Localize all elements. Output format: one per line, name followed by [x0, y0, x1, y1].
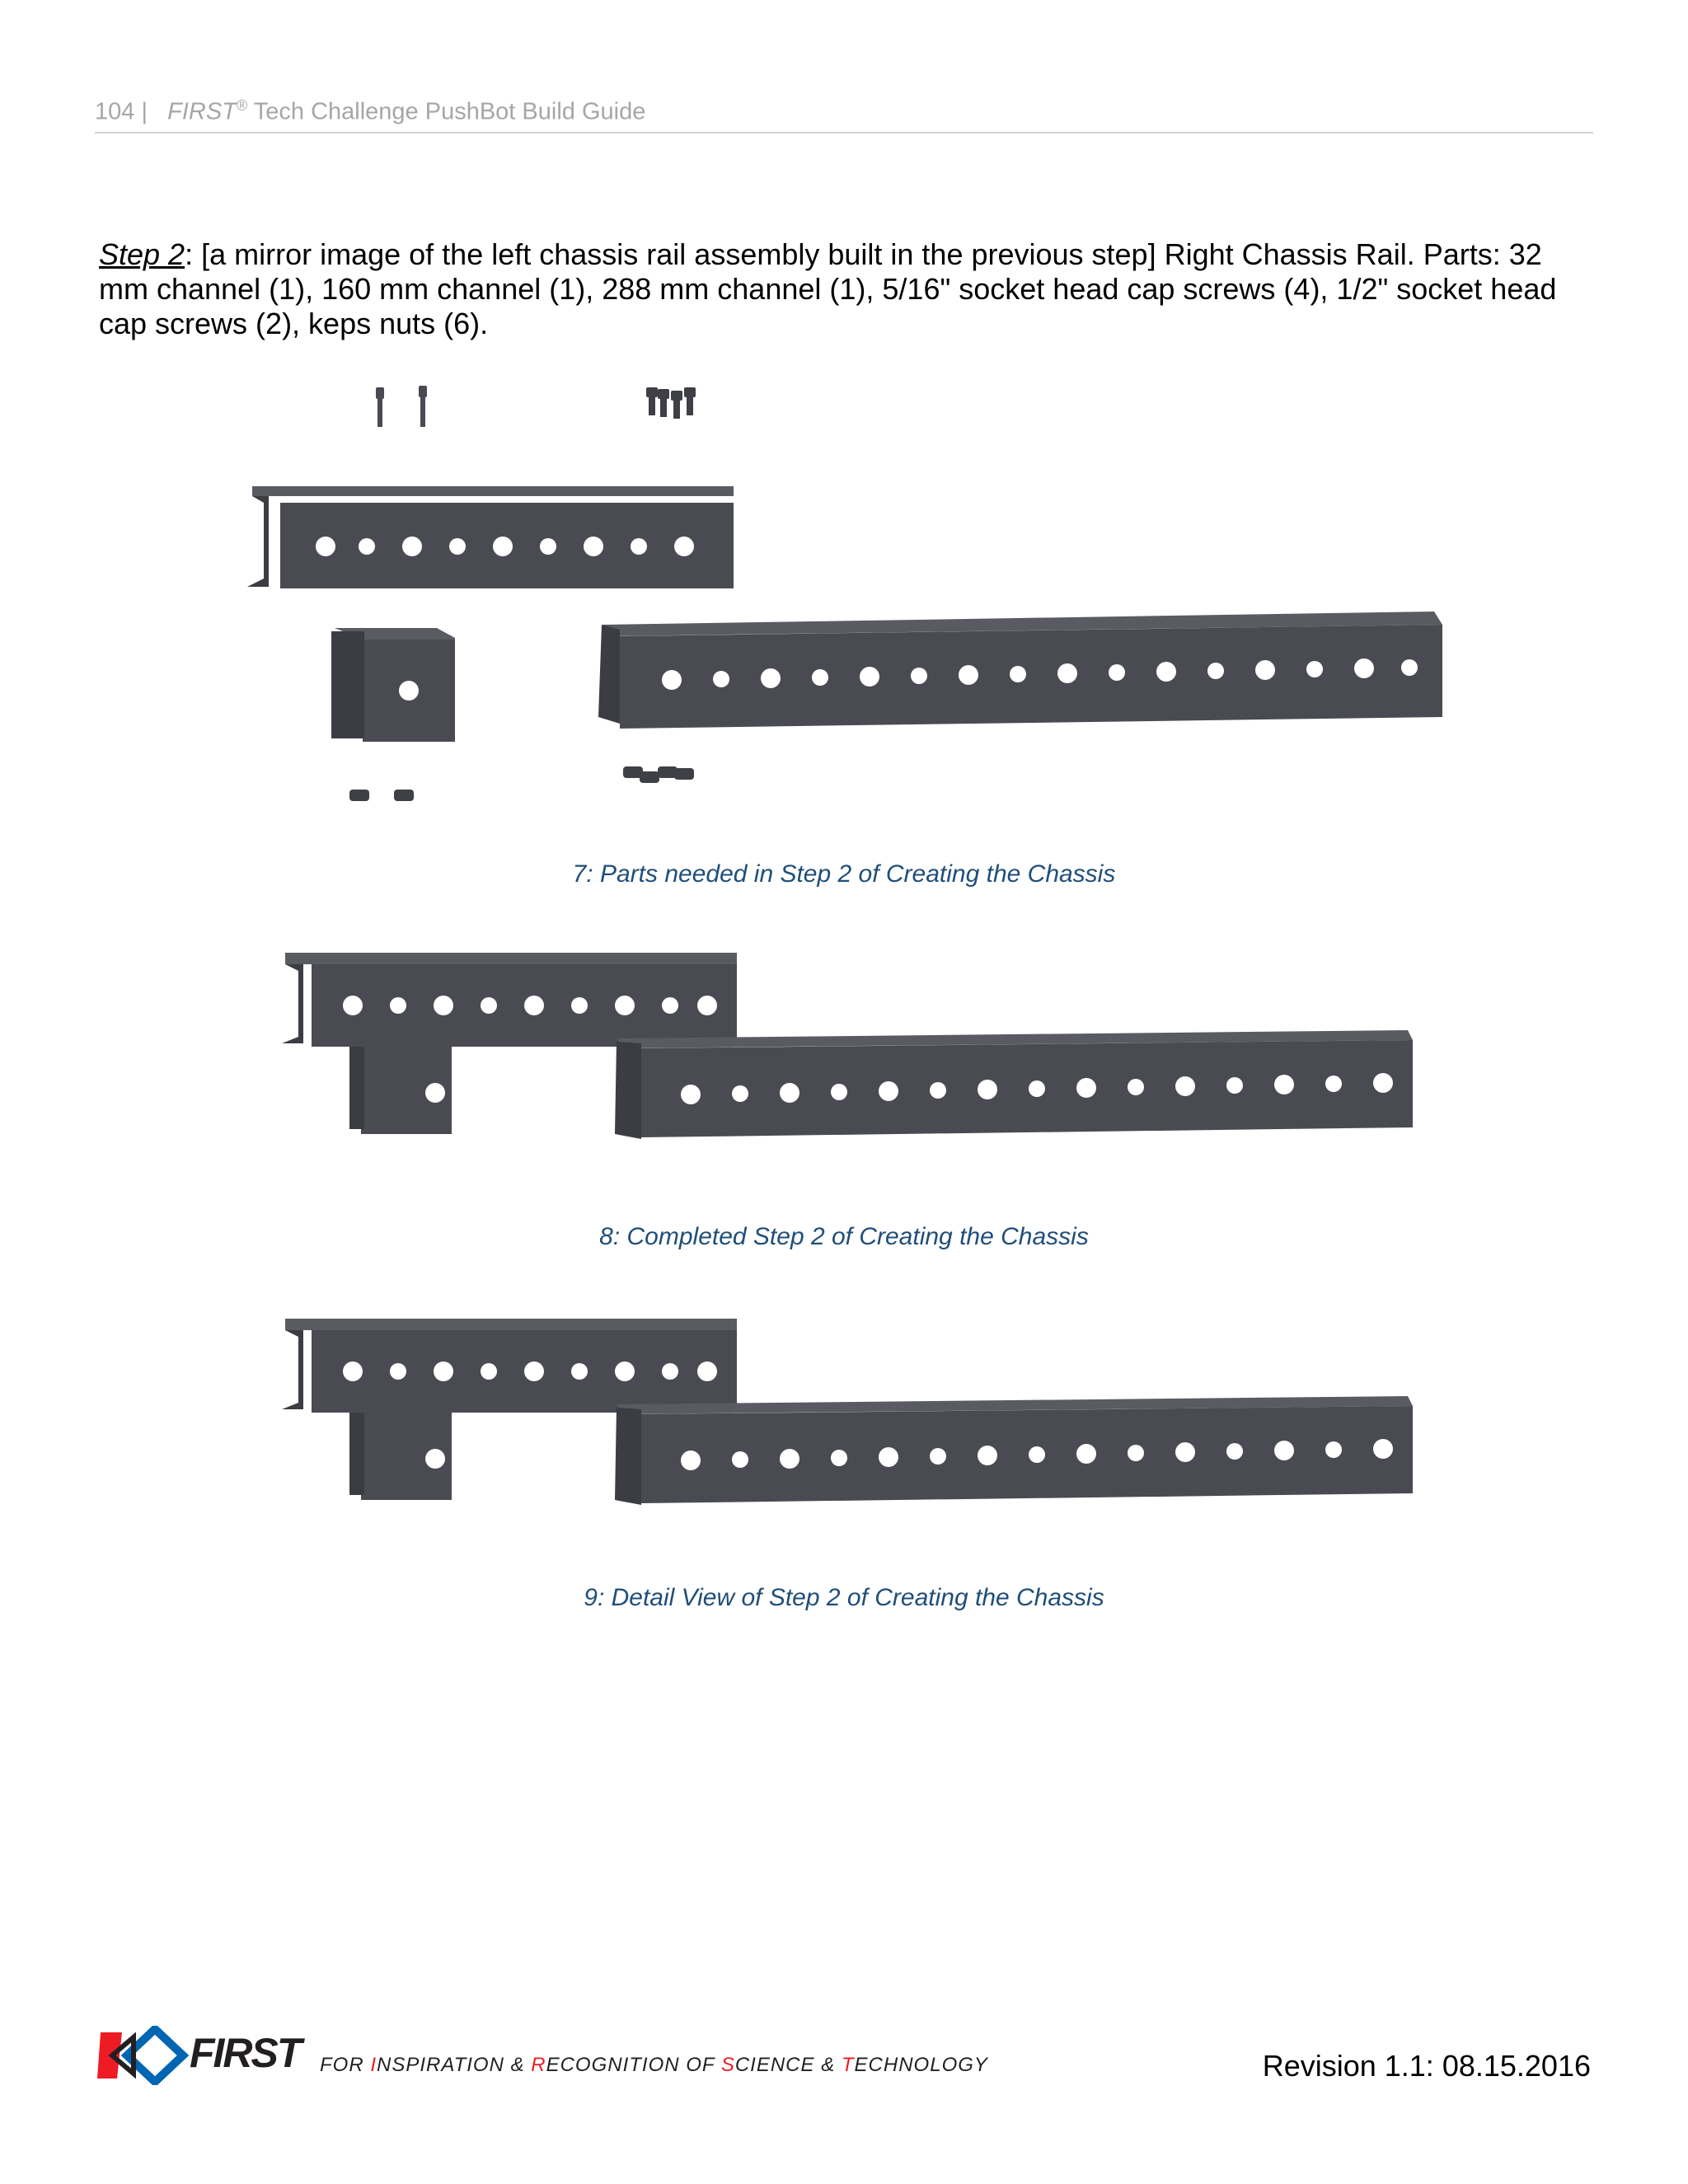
- channel-32mm: [331, 628, 455, 742]
- step-paragraph: [99, 237, 1599, 341]
- first-logo-icon: [97, 2026, 190, 2085]
- figure-completed-step: [279, 946, 1424, 1152]
- step-label: Step 2: [99, 237, 185, 271]
- step-description: : [a mirror image of the left chassis rail assembly built in the previous step] Right Chassis Rail. Parts: 32 mm channel (1), 160 mm channel (1), 288 mm channel (1), 5/16" socket head cap screws (4), 1/2" socket head cap screws (2), keps nuts (6).: [99, 237, 1557, 340]
- channel-288mm: [598, 612, 1442, 729]
- page-number: 104 |: [95, 98, 148, 125]
- five-sixteenth-screw-icon: [646, 387, 696, 419]
- channel-160mm: [247, 486, 734, 588]
- figure-9-caption: 9: Detail View of Step 2 of Creating the Chassis: [584, 1584, 1104, 1611]
- figure-parts-needed: [239, 379, 1451, 816]
- first-wordmark: FIRST: [190, 2030, 301, 2076]
- figure-detail-view: [279, 1312, 1424, 1518]
- figure-8-caption: 8: Completed Step 2 of Creating the Chassis: [599, 1223, 1089, 1250]
- page-header: [95, 97, 1593, 126]
- assembled-rail: [282, 953, 1413, 1139]
- footer-tagline: FOR INSPIRATION & RECOGNITION OF SCIENCE & TECHNOLOGY: [320, 2054, 988, 2076]
- registered-mark: ®: [236, 97, 248, 114]
- keps-nut-icon: [349, 766, 694, 801]
- figure-7-caption: 7: Parts needed in Step 2 of Creating the Chassis: [572, 860, 1116, 888]
- document-title: Tech Challenge PushBot Build Guide: [253, 98, 646, 125]
- revision-label: Revision 1.1: 08.15.2016: [1262, 2049, 1591, 2083]
- half-inch-screw-icon: [376, 386, 427, 427]
- assembled-rail-detail: [282, 1319, 1413, 1505]
- brand-name: FIRST: [167, 98, 237, 125]
- header-divider: [95, 132, 1593, 134]
